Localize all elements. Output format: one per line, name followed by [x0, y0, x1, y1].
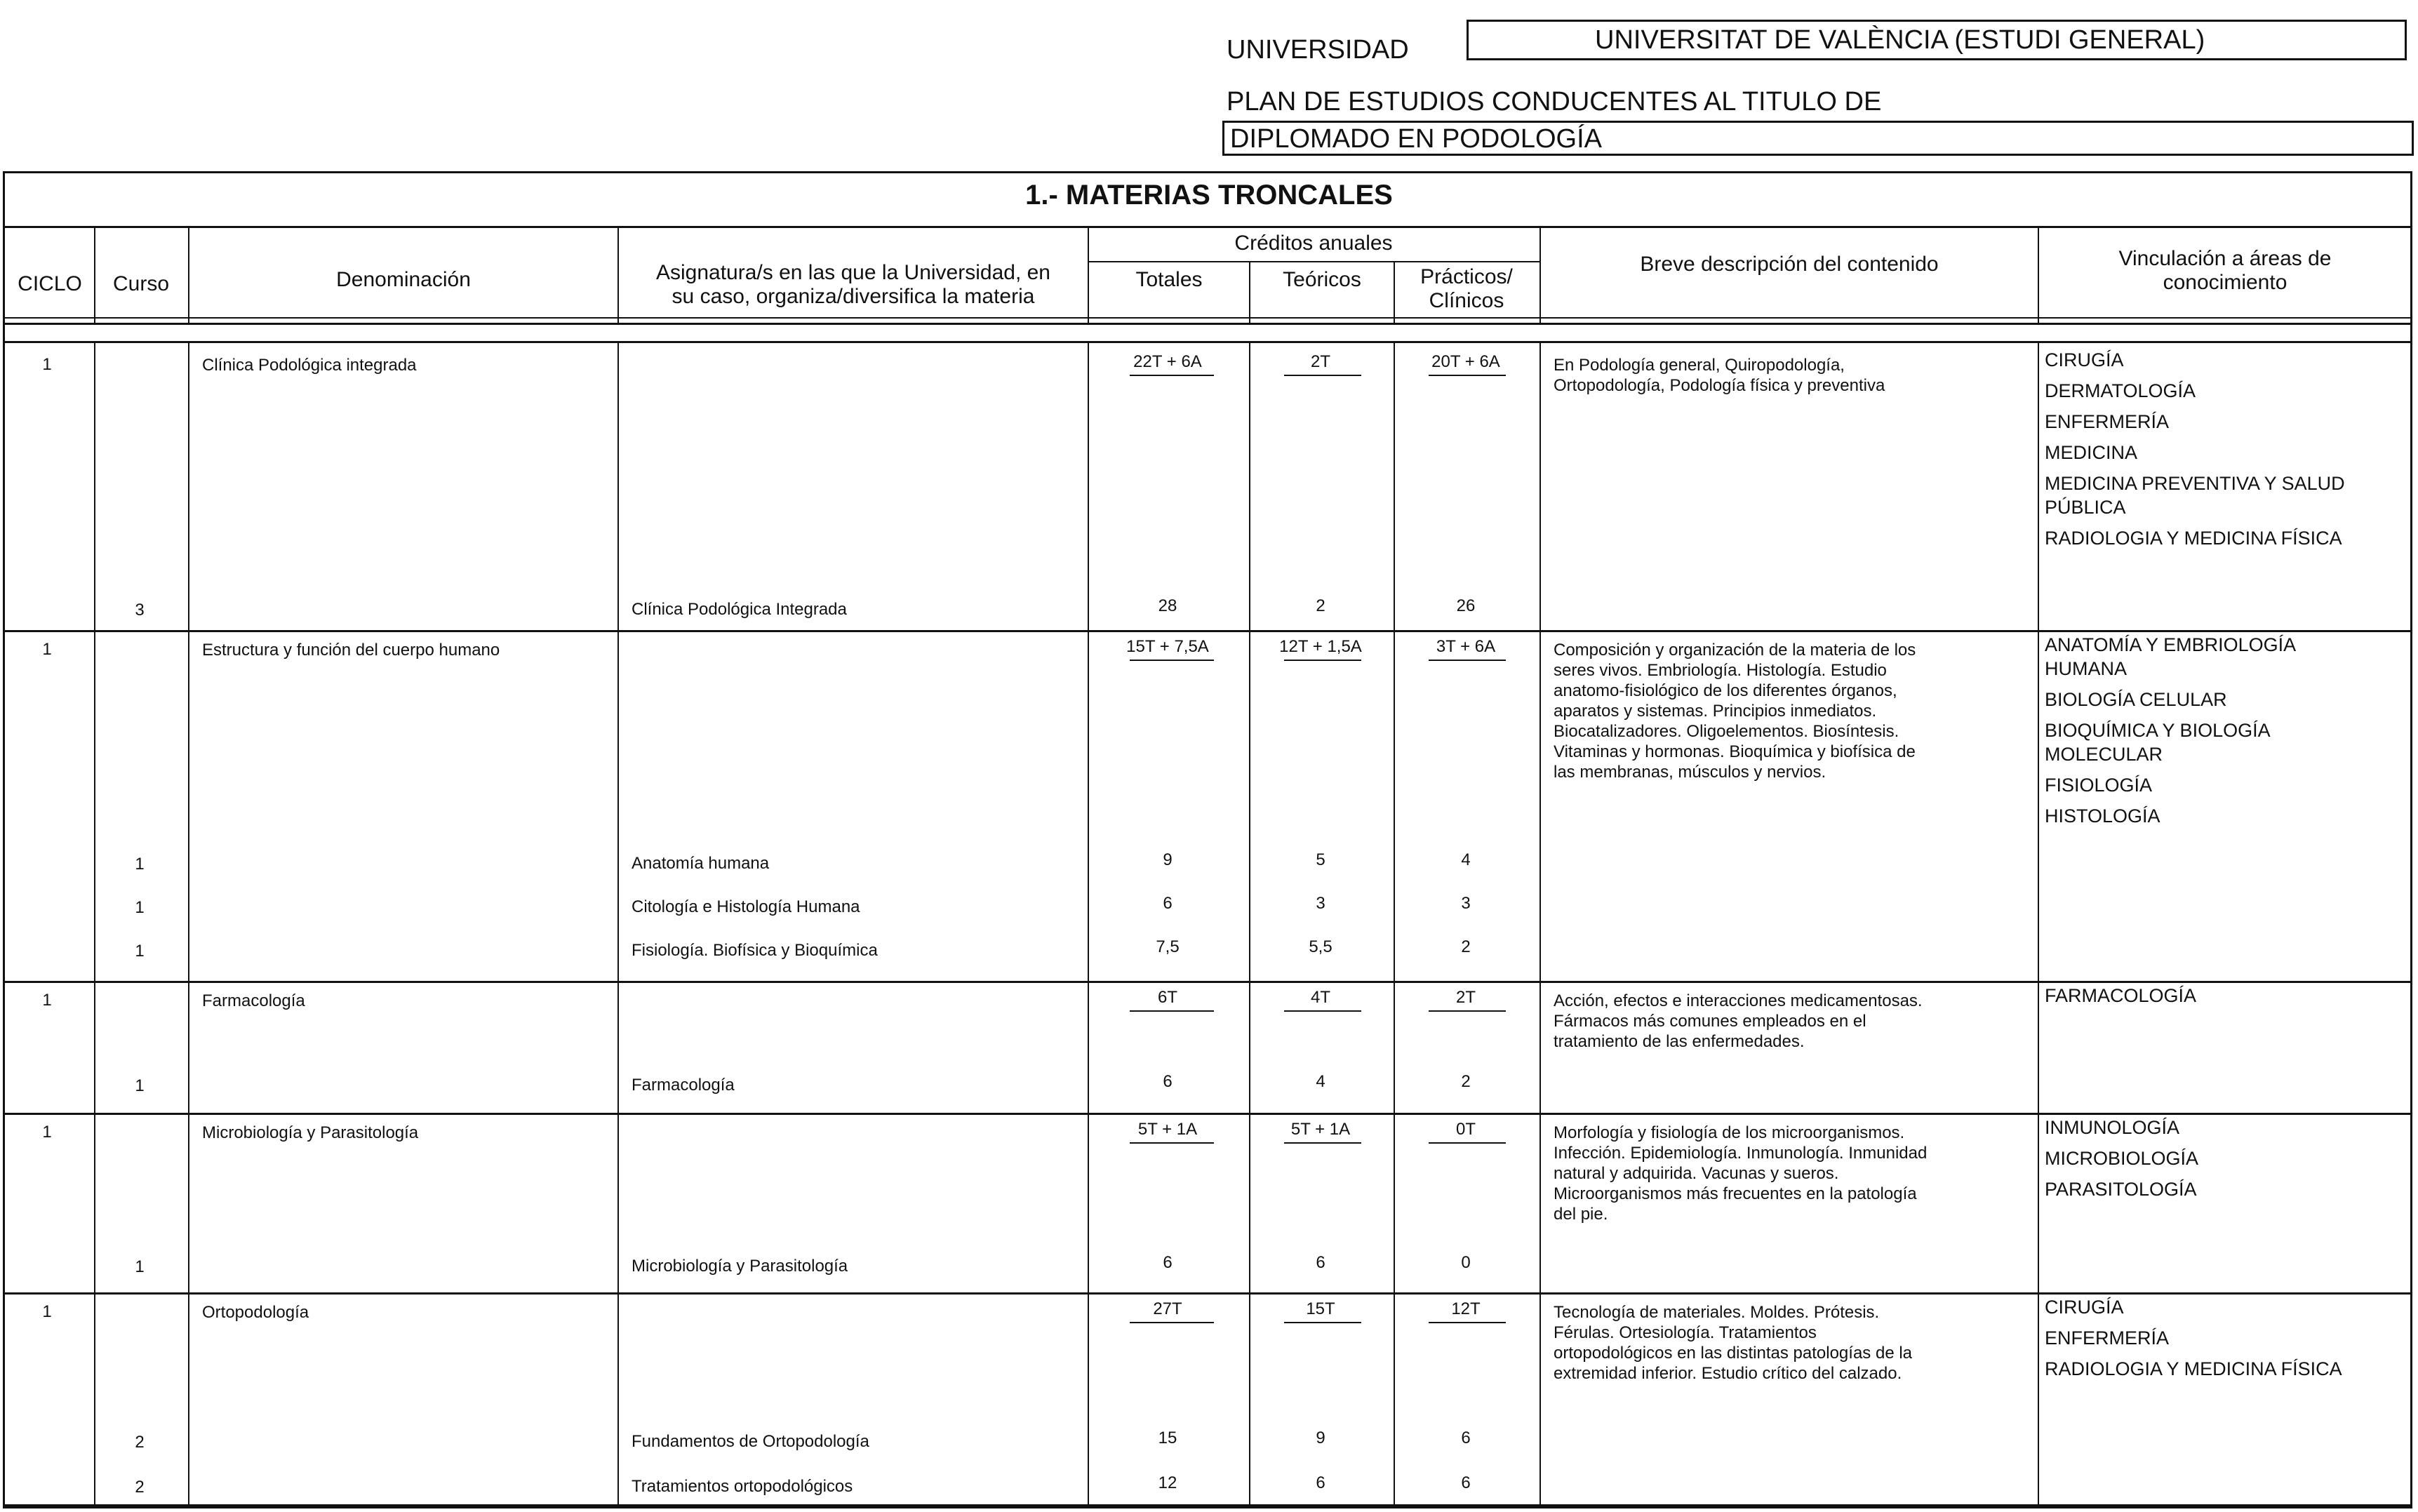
section-title: 1.- MATERIAS TRONCALES: [1025, 180, 1393, 210]
materia-totales: 6T: [1157, 988, 1177, 1007]
asignatura-teoricos: 4: [1316, 1072, 1325, 1091]
asignatura-curso: 1: [135, 1076, 145, 1095]
descripcion-line: Tecnología de materiales. Moldes. Prótesis.: [1554, 1303, 1880, 1322]
body-col-rule: [1249, 341, 1250, 1504]
asignatura-curso: 1: [135, 898, 145, 917]
materia-areas: [2045, 348, 2410, 550]
materia-teoricos: 5T + 1A: [1290, 1120, 1351, 1139]
credits-subheader-rule: [1088, 261, 1539, 262]
area-item: MEDICINA PREVENTIVA Y SALUD: [2045, 473, 2345, 494]
materia-totales: 27T: [1153, 1299, 1182, 1318]
credits-underline: [1284, 1142, 1361, 1144]
descripcion-line: En Podología general, Quiropodología,: [1554, 356, 1845, 375]
materia-denominacion: Estructura y función del cuerpo humano: [202, 641, 500, 660]
asignatura-teoricos: 2: [1316, 596, 1325, 615]
area-item: MICROBIOLOGÍA: [2045, 1148, 2199, 1169]
credits-underline: [1429, 1010, 1506, 1012]
body-col-rule: [617, 341, 619, 1504]
body-bottom-rule: [3, 1504, 2412, 1506]
area-item: RADIOLOGIA Y MEDICINA FÍSICA: [2045, 528, 2342, 549]
materia-descripcion: [1554, 355, 2031, 396]
area-item: INMUNOLOGÍA: [2045, 1117, 2180, 1138]
materia-teoricos: 4T: [1310, 988, 1330, 1007]
descripcion-line: Vitaminas y hormonas. Bioquímica y biofísica de: [1554, 742, 1916, 761]
asignatura-teoricos: 5: [1316, 850, 1325, 869]
area-item: HUMANA: [2045, 658, 2128, 679]
area-item: PÚBLICA: [2045, 497, 2126, 518]
area-item: BIOLOGÍA CELULAR: [2045, 689, 2227, 710]
credits-underline: [1130, 1010, 1214, 1012]
asignatura-nombre: Citología e Histología Humana: [632, 897, 860, 916]
materia-areas: [2045, 633, 2410, 828]
asignatura-totales: 7,5: [1156, 937, 1180, 956]
credits-underline: [1429, 660, 1506, 661]
asignatura-practicos: 6: [1461, 1473, 1471, 1492]
descripcion-line: ortopodológicos en las distintas patologías de la: [1554, 1344, 1913, 1363]
col-vinculacion-line1: Vinculación a áreas de: [2118, 247, 2332, 270]
universidad-label: UNIVERSIDAD: [1227, 35, 1409, 65]
credits-underline: [1130, 660, 1214, 661]
materia-practicos: 0T: [1455, 1120, 1476, 1139]
header-double-rule: [3, 317, 2412, 319]
degree-title: DIPLOMADO EN PODOLOGÍA: [1230, 124, 1602, 154]
row-separator: [3, 1292, 2412, 1294]
descripcion-line: Infección. Epidemiología. Inmunología. Inmunidad: [1554, 1144, 1928, 1163]
col-asignaturas-line1: Asignatura/s en las que la Universidad, en: [655, 261, 1050, 284]
descripcion-line: Biocatalizadores. Oligoelementos. Biosíntesis.: [1554, 722, 1899, 741]
degree-box: [1222, 121, 2414, 156]
plan-label: PLAN DE ESTUDIOS CONDUCENTES AL TITULO DE: [1227, 87, 1882, 116]
credits-underline: [1429, 1142, 1506, 1144]
materia-denominacion: Microbiología y Parasitología: [202, 1123, 419, 1142]
asignatura-totales: 6: [1163, 1072, 1173, 1091]
asignatura-teoricos: 3: [1316, 894, 1325, 913]
asignatura-nombre: Anatomía humana: [632, 854, 770, 873]
materia-totales: 5T + 1A: [1137, 1120, 1198, 1139]
header-bottom-rule: [3, 323, 2412, 325]
credits-underline: [1130, 1142, 1214, 1144]
area-item: HISTOLOGÍA: [2045, 805, 2160, 827]
asignatura-totales: 28: [1158, 596, 1177, 615]
row-separator: [3, 1113, 2412, 1115]
area-item: MOLECULAR: [2045, 744, 2163, 765]
asignatura-totales: 9: [1163, 850, 1173, 869]
area-item: ANATOMÍA Y EMBRIOLOGÍA: [2045, 634, 2297, 655]
credits-underline: [1284, 1010, 1361, 1012]
materia-ciclo: 1: [42, 991, 52, 1010]
col-ciclo: CICLO: [18, 272, 82, 295]
asignatura-curso: 1: [135, 1257, 145, 1276]
asignatura-totales: 12: [1158, 1473, 1177, 1492]
materia-denominacion: Ortopodología: [202, 1303, 309, 1322]
col-creditos: Créditos anuales: [1234, 232, 1393, 255]
asignatura-practicos: 6: [1461, 1429, 1471, 1447]
asignatura-practicos: 2: [1461, 937, 1471, 956]
asignatura-practicos: 26: [1456, 596, 1476, 615]
col-asignaturas-line2: su caso, organiza/diversifica la materia: [672, 285, 1035, 308]
descripcion-line: Fármacos más comunes empleados en el: [1554, 1012, 1866, 1031]
materia-practicos: 3T + 6A: [1436, 637, 1496, 656]
credits-underline: [1284, 660, 1361, 661]
materia-denominacion: Farmacología: [202, 991, 305, 1010]
materia-ciclo: 1: [42, 1302, 52, 1321]
asignatura-nombre: Fundamentos de Ortopodología: [632, 1432, 869, 1451]
asignatura-practicos: 3: [1461, 894, 1471, 913]
credits-underline: [1130, 1322, 1214, 1323]
col-totales: Totales: [1135, 268, 1203, 291]
asignatura-nombre: Clínica Podológica Integrada: [632, 600, 847, 619]
credits-underline: [1429, 375, 1506, 376]
descripcion-line: extremidad inferior. Estudio crítico del calzado.: [1554, 1364, 1902, 1383]
area-item: RADIOLOGIA Y MEDICINA FÍSICA: [2045, 1358, 2342, 1379]
descripcion-line: Férulas. Ortesiología. Tratamientos: [1554, 1323, 1817, 1342]
body-col-rule: [2038, 341, 2039, 1504]
header-top-rule: [3, 226, 2412, 228]
materia-areas: [2045, 1116, 2410, 1201]
col-curso: Curso: [112, 272, 170, 295]
body-col-rule: [1394, 341, 1395, 1504]
descripcion-line: Microorganismos más frecuentes en la patología: [1554, 1184, 1917, 1203]
col-practicos: [1395, 265, 1538, 313]
asignatura-practicos: 2: [1461, 1072, 1471, 1091]
asignatura-teoricos: 6: [1316, 1473, 1325, 1492]
materia-descripcion: [1554, 1123, 2031, 1224]
credits-underline: [1284, 375, 1361, 376]
universidad-value-box: [1467, 20, 2407, 60]
materia-teoricos: 12T + 1,5A: [1279, 637, 1362, 656]
asignatura-nombre: Farmacología: [632, 1076, 735, 1095]
descripcion-line: Acción, efectos e interacciones medicamentosas.: [1554, 991, 1923, 1010]
body-top-rule: [3, 341, 2412, 343]
universidad-value: UNIVERSITAT DE VALÈNCIA (ESTUDI GENERAL): [1595, 25, 2205, 55]
area-item: ENFERMERÍA: [2045, 411, 2170, 432]
area-item: PARASITOLOGÍA: [2045, 1179, 2197, 1200]
row-separator: [3, 630, 2412, 632]
descripcion-line: natural y adquirida. Vacunas y sueros.: [1554, 1164, 1839, 1183]
asignatura-curso: 3: [135, 601, 145, 620]
asignatura-nombre: Tratamientos ortopodológicos: [632, 1477, 853, 1496]
asignatura-curso: 1: [135, 855, 145, 874]
materia-descripcion: [1554, 991, 2031, 1052]
asignatura-nombre: Microbiología y Parasitología: [632, 1257, 848, 1276]
descripcion-line: del pie.: [1554, 1205, 1608, 1224]
descripcion-line: Composición y organización de la materia de los: [1554, 641, 1916, 660]
asignatura-curso: 1: [135, 942, 145, 961]
asignatura-teoricos: 5,5: [1309, 937, 1332, 956]
asignatura-teoricos: 9: [1316, 1429, 1325, 1447]
credits-underline: [1429, 1322, 1506, 1323]
col-teoricos: Teóricos: [1283, 268, 1361, 291]
col-descripcion: Breve descripción del contenido: [1640, 253, 1939, 276]
materia-ciclo: 1: [42, 1123, 52, 1142]
asignatura-totales: 6: [1163, 1253, 1173, 1272]
materia-practicos: 2T: [1455, 988, 1476, 1007]
descripcion-line: aparatos y sistemas. Principios inmediatos.: [1554, 702, 1877, 721]
materia-totales: 15T + 7,5A: [1126, 637, 1209, 656]
body-col-rule: [1539, 341, 1541, 1504]
credits-underline: [1130, 375, 1214, 376]
asignatura-curso: 2: [135, 1478, 145, 1497]
area-item: FARMACOLOGÍA: [2045, 985, 2197, 1006]
col-vinculacion-line2: conocimiento: [2163, 271, 2287, 294]
row-separator: [3, 981, 2412, 983]
asignatura-teoricos: 6: [1316, 1253, 1325, 1272]
materia-teoricos: 15T: [1306, 1299, 1335, 1318]
descripcion-line: seres vivos. Embriología. Histología. Estudio: [1554, 661, 1887, 680]
materia-totales: 22T + 6A: [1133, 352, 1202, 371]
body-col-rule: [94, 341, 95, 1504]
materia-denominacion: Clínica Podológica integrada: [202, 356, 417, 375]
materia-areas: [2045, 984, 2410, 1008]
materia-descripcion: [1554, 640, 2031, 782]
body-col-rule: [1088, 341, 1089, 1504]
col-denominacion: Denominación: [336, 268, 471, 291]
area-item: CIRUGÍA: [2045, 349, 2124, 370]
area-item: DERMATOLOGÍA: [2045, 380, 2196, 401]
asignatura-curso: 2: [135, 1433, 145, 1452]
col-practicos-line2: Clínicos: [1429, 289, 1504, 312]
materia-ciclo: 1: [42, 355, 52, 374]
area-item: CIRUGÍA: [2045, 1297, 2124, 1318]
area-item: BIOQUÍMICA Y BIOLOGÍA: [2045, 720, 2271, 741]
descripcion-line: Morfología y fisiología de los microorganismos.: [1554, 1123, 1905, 1142]
descripcion-line: anatomo-fisiológico de los diferentes órganos,: [1554, 681, 1897, 700]
col-practicos-line1: Prácticos/: [1420, 265, 1513, 288]
descripcion-line: tratamiento de las enfermedades.: [1554, 1032, 1805, 1051]
materia-practicos: 12T: [1451, 1299, 1481, 1318]
asignatura-practicos: 0: [1461, 1253, 1471, 1272]
area-item: MEDICINA: [2045, 442, 2138, 463]
asignatura-totales: 6: [1163, 894, 1173, 913]
area-item: FISIOLOGÍA: [2045, 775, 2153, 796]
asignatura-nombre: Fisiología. Biofísica y Bioquímica: [632, 941, 878, 960]
descripcion-line: Ortopodología, Podología física y preventiva: [1554, 376, 1885, 395]
credits-underline: [1284, 1322, 1361, 1323]
materia-ciclo: 1: [42, 640, 52, 659]
materia-descripcion: [1554, 1302, 2031, 1384]
materia-teoricos: 2T: [1310, 352, 1330, 371]
col-vinculacion: [2039, 247, 2411, 295]
col-asignaturas: [619, 261, 1088, 309]
asignatura-practicos: 4: [1461, 850, 1471, 869]
materia-practicos: 20T + 6A: [1431, 352, 1500, 371]
body-col-rule: [188, 341, 189, 1504]
area-item: ENFERMERÍA: [2045, 1327, 2170, 1349]
descripcion-line: las membranas, músculos y nervios.: [1554, 763, 1826, 782]
asignatura-totales: 15: [1158, 1429, 1177, 1447]
materia-areas: [2045, 1295, 2410, 1381]
